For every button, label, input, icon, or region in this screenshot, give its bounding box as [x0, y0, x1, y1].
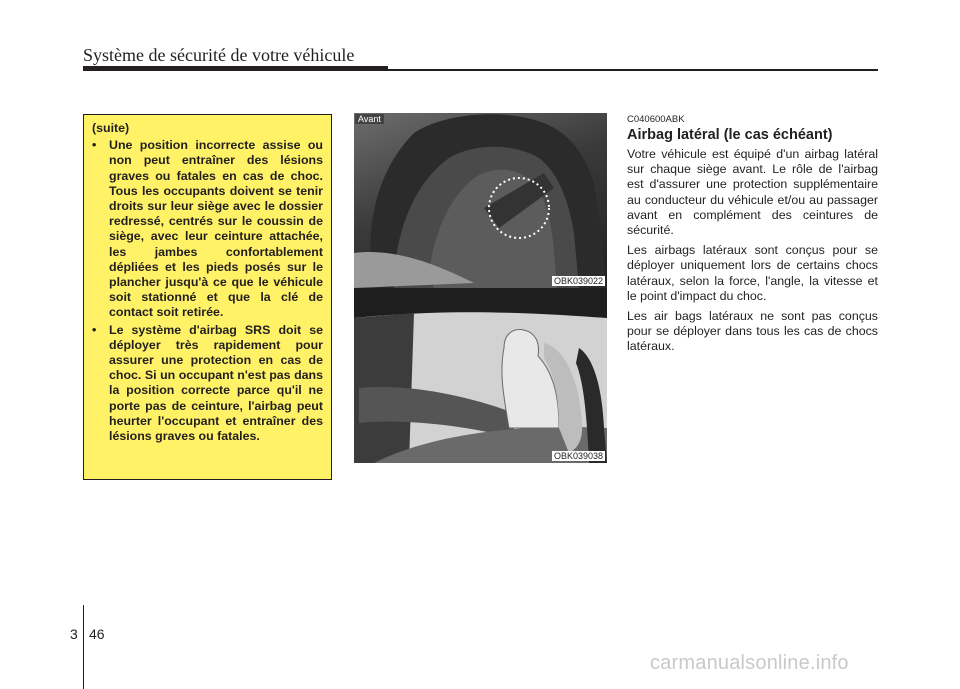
warning-item: • Une position incorrecte assise ou non peut entraîner des lésions graves ou fatales en cas de choc. Tous les occupants doivent se tenir droits sur leur siège avec le dossier redressé, centrés sur le coussin de siège, avec leur ceinture attachée, les jambes confortablement dépliées et les pieds posés sur le plancher jusqu'à ce que le véhicule soit stationné et que la clé de contact soit retirée. [92, 138, 323, 320]
figure-label-front: Avant [355, 114, 384, 124]
side-airbag-illustration-drawing [354, 288, 607, 463]
section-title: Airbag latéral (le cas échéant) [627, 127, 833, 143]
paragraph: Les airbags latéraux sont conçus pour se déployer uniquement lors de certains chocs latéraux, selon la force, l'angle, la vitesse et le point d'impact du choc. [627, 243, 878, 303]
chapter-number: 3 [70, 626, 78, 642]
warning-box [83, 114, 332, 480]
seat-illustration [354, 113, 607, 288]
section-code: C040600ABK [627, 114, 685, 125]
warning-list [92, 138, 323, 444]
section-content [627, 114, 878, 360]
paragraph: Votre véhicule est équipé d'un airbag latéral sur chaque siège avant. Le rôle de l'airbag est d'assurer une protection supplémentaire au conducteur du véhicule et/ou au passager avant en complément des ceintures de sécurité. [627, 147, 878, 238]
warning-title: (suite) [92, 121, 130, 135]
paragraph: Les air bags latéraux ne sont pas conçus pour se déployer dans tous les cas de chocs latéraux. [627, 309, 878, 354]
watermark: carmanualsonline.info [650, 652, 849, 674]
header-rule-thin [388, 69, 878, 71]
warning-item: • Le système d'airbag SRS doit se déployer très rapidement pour assurer une protection en cas de choc. Si un occupant n'est pas dans la position correcte parce qu'il ne porte pas de ceinture, l'airbag peut heurter l'occupant et entraîner des lésions graves ou fatales. [92, 323, 323, 445]
figure-code-bottom: OBK039038 [553, 451, 603, 461]
footer-rule [83, 605, 84, 689]
page-number: 46 [89, 626, 105, 642]
seat-illustration-drawing [354, 113, 607, 288]
header-rule [83, 66, 388, 71]
figure-code-top: OBK039022 [553, 276, 603, 286]
side-airbag-illustration [354, 288, 607, 463]
page-header-title: Système de sécurité de votre véhicule [83, 45, 355, 65]
